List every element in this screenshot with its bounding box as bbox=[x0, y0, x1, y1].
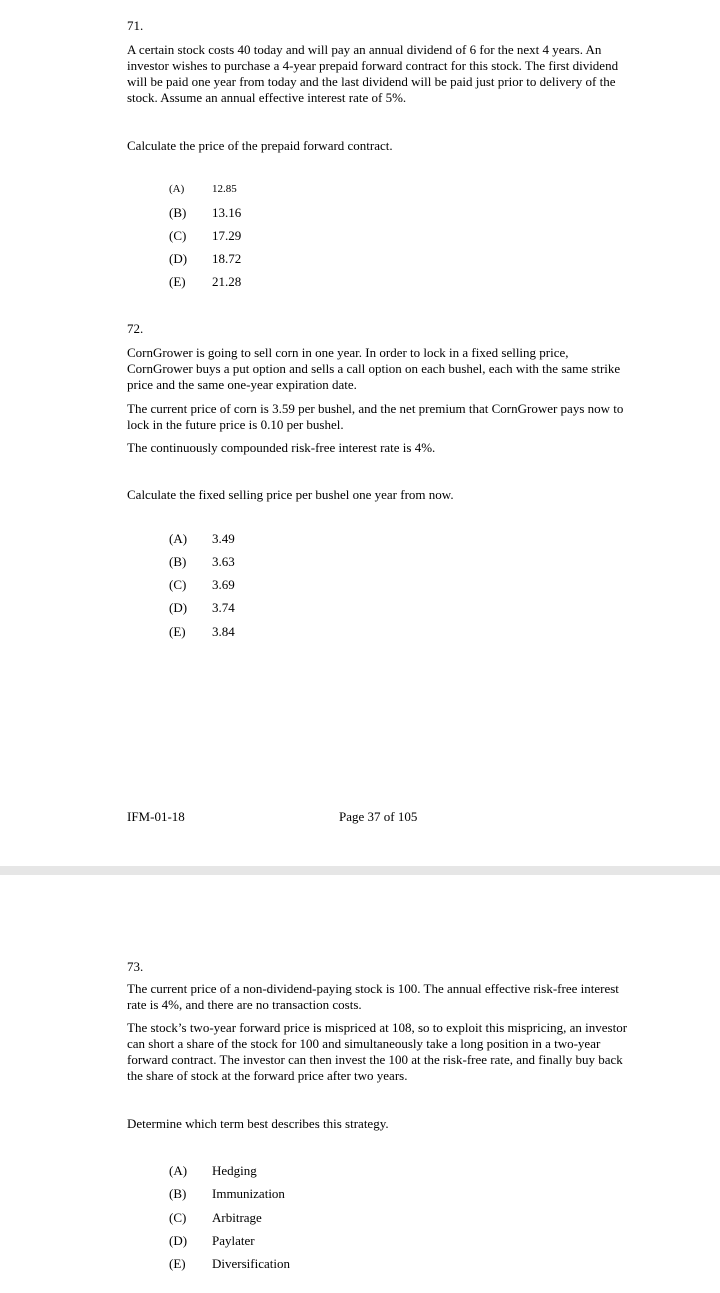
choice-label: (C) bbox=[169, 1210, 187, 1225]
choice-value: 18.72 bbox=[212, 251, 242, 266]
page-38 bbox=[0, 875, 720, 1293]
choice-value: 3.63 bbox=[212, 554, 235, 569]
choice-value: 12.85 bbox=[212, 183, 237, 195]
choice-label: (E) bbox=[169, 274, 186, 289]
choice-value: Hedging bbox=[212, 1163, 257, 1178]
question-72-prompt: Calculate the fixed selling price per bushel one year from now. bbox=[127, 487, 454, 502]
choice-label: (A) bbox=[169, 531, 188, 546]
question-72-stem-1: CornGrower is going to sell corn in one year. In order to lock in a fixed selling price, CornGrower buys a put option and sells a call option on each bushel, each with the same strike price and the same one-year expiration date. bbox=[127, 345, 621, 392]
choice-value: Paylater bbox=[212, 1233, 255, 1248]
choice-value: Arbitrage bbox=[212, 1210, 262, 1225]
choice-label: (E) bbox=[169, 624, 186, 639]
choice-label: (D) bbox=[169, 600, 188, 615]
choice-label: (C) bbox=[169, 577, 187, 592]
choice-label: (E) bbox=[169, 1256, 186, 1271]
choice-label: (B) bbox=[169, 205, 187, 220]
question-73-stem-2: The stock’s two-year forward price is mispriced at 108, so to exploit this mispricing, an investor can short a share of the stock for 100 and simultaneously take a long position in a two-year forward contract. The investor can then invest the 100 at the risk-free rate, and finally buy back the share of stock at the forward price after two years. bbox=[127, 1020, 628, 1083]
choice-value: 13.16 bbox=[212, 205, 242, 220]
choice-value: 21.28 bbox=[212, 274, 242, 289]
choice-label: (B) bbox=[169, 1186, 187, 1201]
choice-value: 3.84 bbox=[212, 624, 235, 639]
page-separator bbox=[0, 866, 720, 875]
question-73-stem-1: The current price of a non-dividend-paying stock is 100. The annual effective risk-free interest rate is 4%, and there are no transaction costs. bbox=[127, 981, 619, 1012]
question-72-stem-2: The current price of corn is 3.59 per bushel, and the net premium that CornGrower pays now to lock in the future price is 0.10 per bushel. bbox=[127, 401, 624, 432]
question-72-number: 72. bbox=[127, 321, 144, 336]
choice-label: (D) bbox=[169, 1233, 188, 1248]
choice-value: 3.69 bbox=[212, 577, 235, 592]
question-73-prompt: Determine which term best describes this strategy. bbox=[127, 1116, 389, 1131]
question-71-number: 71. bbox=[127, 18, 144, 33]
choice-value: Diversification bbox=[212, 1256, 290, 1271]
choice-value: 17.29 bbox=[212, 228, 242, 243]
question-72-stem-3: The continuously compounded risk-free interest rate is 4%. bbox=[127, 440, 436, 455]
question-71-prompt: Calculate the price of the prepaid forward contract. bbox=[127, 138, 393, 153]
footer-page-number: Page 37 of 105 bbox=[339, 809, 418, 824]
question-73-number: 73. bbox=[127, 959, 144, 974]
choice-value: 3.49 bbox=[212, 531, 235, 546]
choice-label: (C) bbox=[169, 228, 187, 243]
choice-value: Immunization bbox=[212, 1186, 285, 1201]
choice-label: (B) bbox=[169, 554, 187, 569]
choice-label: (D) bbox=[169, 251, 188, 266]
question-71-stem: A certain stock costs 40 today and will pay an annual dividend of 6 for the next 4 years. An investor wishes to purchase a 4-year prepaid forward contract for this stock. The first dividend will be paid one year from today and the last dividend will be paid just prior to delivery of the stock. Assume an annual effective interest rate of 5%. bbox=[127, 42, 619, 105]
footer-doc-id: IFM-01-18 bbox=[127, 809, 185, 824]
choice-label: (A) bbox=[169, 1163, 188, 1178]
choice-value: 3.74 bbox=[212, 600, 235, 615]
choice-label: (A) bbox=[169, 183, 185, 195]
